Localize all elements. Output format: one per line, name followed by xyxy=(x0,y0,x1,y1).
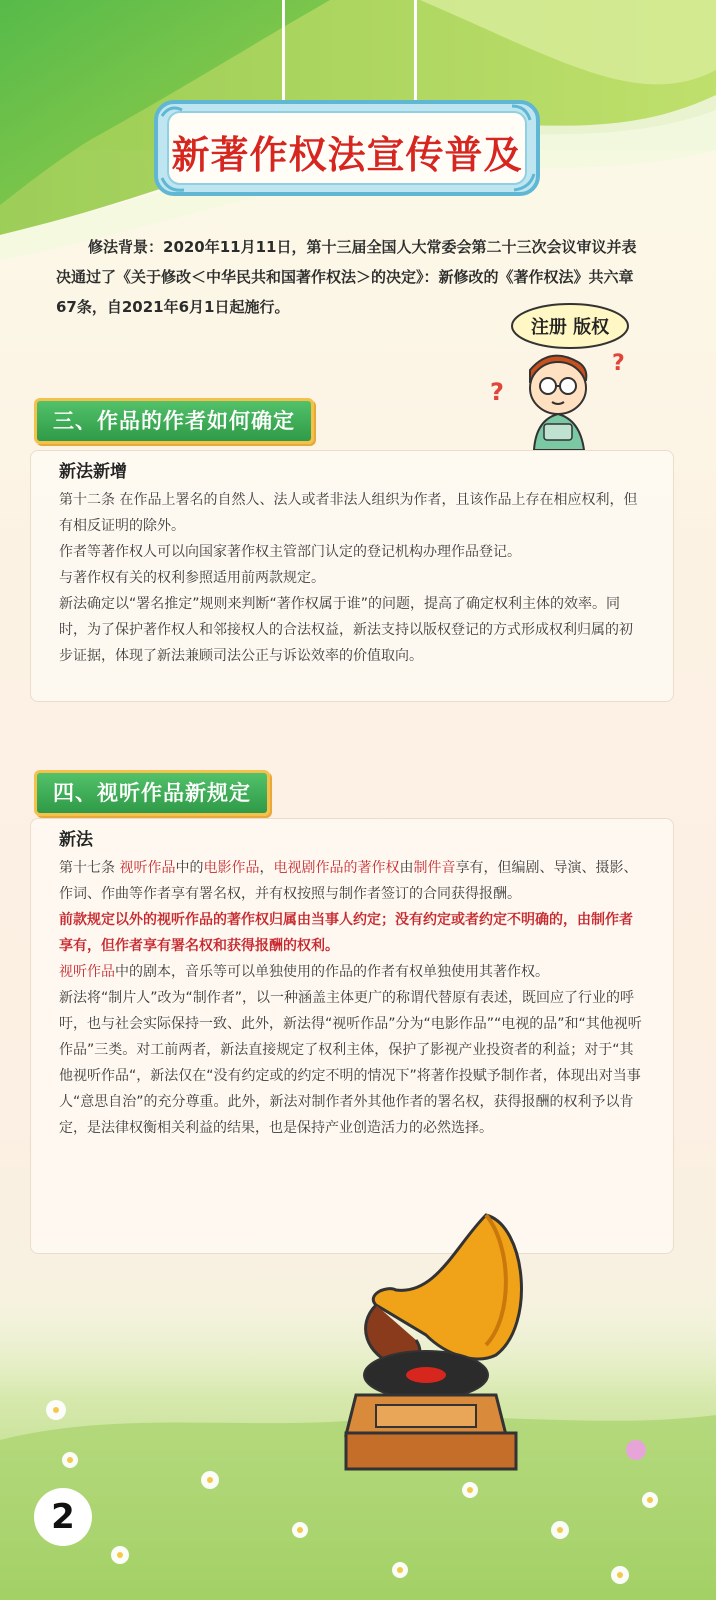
section4-heading: 新法 xyxy=(59,830,93,850)
hanging-rope-right xyxy=(414,0,417,110)
text-segment: 由 xyxy=(399,860,414,876)
highlight-audiovisual: 视听作品 xyxy=(119,860,176,876)
section3-paragraph-2: 作者等著作权人可以向国家著作权主管部门认定的登记机构办理作品登记。 xyxy=(59,544,521,560)
cartoon-boy-icon xyxy=(482,300,632,460)
text-segment: ， xyxy=(259,860,274,876)
article-17-label: 第十七条 xyxy=(59,860,120,876)
section3-paragraph-4: 新法确定以“署名推定”规则来判断“著作权属于谁”的问题，提高了确定权利主体的效率。同时，为了保护著作权人和邻接权人的合法权益，新法支持以版权登记的方式形成权利归属的初步证据，体现了新法兼顾司法公正与诉讼效率的价值取向。 xyxy=(59,596,633,664)
intro-paragraph: 修法背景：2020年11月11日，第十三届全国人大常委会第二十三次会议审议并表决通过了《关于修改＜中华民共和国著作权法＞的决定》：新修改的《著作权法》共六章67条，自2021年6月1日起施行。 xyxy=(56,238,637,316)
page-number-badge: 2 xyxy=(34,1488,92,1546)
section3-paragraph-3: 与著作权有关的权利参照适用前两款规定。 xyxy=(59,570,325,586)
section4-paragraph-2: 前款规定以外的视听作品的著作权归属由当事人约定；没有约定或者约定不明确的，由制作者享有，但作者享有署名权和获得报酬的权利。 xyxy=(59,912,633,954)
text-segment: 中的剧本，音乐等可以单独使用的作品的作者有权单独使用其著作权。 xyxy=(115,964,549,980)
highlight-producer: 制件音 xyxy=(413,860,456,876)
section4-paragraph-1 xyxy=(59,855,645,907)
highlight-film-works: 电影作品 xyxy=(203,860,260,876)
section3-tab: 三、作品的作者如何确定 xyxy=(34,398,314,444)
title-board xyxy=(152,96,542,200)
text-segment: 享有，但编剧、导演、摄影、作词、作曲等作者享有署名权，并有权按照与制作者签订的合同获得报酬。 xyxy=(59,860,638,902)
section4-card xyxy=(30,818,674,1254)
section4-paragraph-3 xyxy=(59,959,645,985)
section4-tab: 四、视听作品新规定 xyxy=(34,770,270,816)
highlight-audiovisual: 视听作品 xyxy=(59,964,115,980)
pink-flower-icon xyxy=(626,1440,646,1460)
section4-paragraph-4: 新法将“制片人”改为“制作者”，以一种涵盖主体更广的称谓代替原有表述，既回应了行业的呼吁，也与社会实际保持一致、此外，新法得“视听作品”分为“电影作品”“电视的品”和“其他视听作品”三类。对工前两者，新法直接规定了权利主体，保护了影视产业投资者的利益；对于“其他视听作品“，新法仅在“没有约定或的约定不明的情况下”将著作投赋予制作者，体现出对当事人“意思自治”的充分尊重。此外，新法对制作者外其他作者的署名权，获得报酬的权利予以肯定，是法律权衡相关利益的结果，也是保持产业创造活力的必然选择。 xyxy=(59,990,642,1136)
highlight-tv-works: 电视剧作品的著作权 xyxy=(273,860,400,876)
sign-text: 注册 版权 xyxy=(530,317,610,338)
section3-card xyxy=(30,450,674,702)
svg-text:?: ? xyxy=(490,378,504,406)
section3-heading: 新法新增 xyxy=(59,462,127,482)
svg-text:?: ? xyxy=(612,351,625,376)
section3-paragraph-1: 第十二条 在作品上署名的自然人、法人或者非法人组织为作者，且该作品上存在相应权利，但有相反证明的除外。 xyxy=(59,492,638,534)
page-title: 新著作权法宣传普及 xyxy=(171,133,523,177)
hanging-rope-left xyxy=(282,0,285,110)
text-segment: 中的 xyxy=(175,860,204,876)
gramophone-icon xyxy=(336,1205,536,1480)
